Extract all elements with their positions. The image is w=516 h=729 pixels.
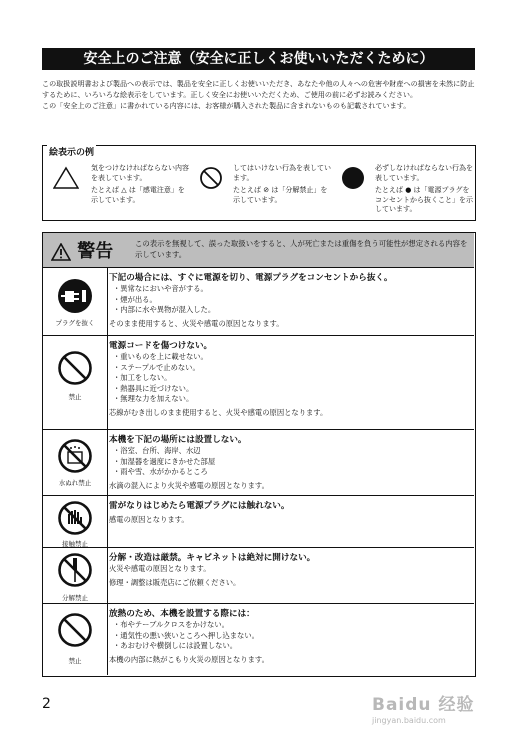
icon-column xyxy=(43,548,108,603)
section-body xyxy=(109,552,469,588)
legend-mandatory-example: たとえば ● は「電源プラグをコンセントから抜くこと」を示しています。 xyxy=(375,186,473,213)
prohibited-icon xyxy=(199,166,223,190)
watermark-brand: Baidu 经验 xyxy=(372,695,475,715)
section-heading: 下記の場合には、すぐに電源を切り、電源プラグをコンセントから抜く。 xyxy=(109,273,393,283)
warning-section-heat xyxy=(43,603,474,675)
icon-column xyxy=(43,336,108,429)
list-item: ・無理な力を加えない。 xyxy=(113,394,194,404)
warning-box xyxy=(42,232,476,677)
icon-caption: 分解禁止 xyxy=(62,594,88,602)
unplug-icon xyxy=(57,278,93,314)
list-item: ・浴室、台所、海岸、水辺 xyxy=(113,446,201,455)
section-body xyxy=(109,608,469,665)
icon-caption: 接触禁止 xyxy=(62,540,88,548)
list-item: ・ステープルで止めない。 xyxy=(113,362,200,372)
section-heading: 本機を下記の場所には設置しない。 xyxy=(109,435,247,445)
section-heading: 放熱のため、本機を設置する際には： xyxy=(109,609,255,619)
section-heading: 雷がなりはじめたら電源プラグには触れない。 xyxy=(109,501,290,511)
list-item: ・煙が出る。 xyxy=(113,294,157,304)
warning-label xyxy=(51,237,113,263)
no-disassembly-icon xyxy=(57,552,93,588)
warning-section-location xyxy=(43,429,474,495)
list-item: ・加湿器を過度にきかせた部屋 xyxy=(113,456,216,466)
warning-description: この表示を無視して、誤った取扱いをすると、人が死亡または重傷を負う可能性が想定される内容を示しています。 xyxy=(135,239,468,259)
warning-section-power-cord xyxy=(43,335,474,429)
section-body xyxy=(109,340,469,419)
section-note: 修理・調整は販売店にご依頼ください。 xyxy=(109,577,241,587)
icon-column xyxy=(43,604,108,675)
prohibited-icon xyxy=(57,612,93,648)
section-body xyxy=(109,500,469,526)
list-item: 火災や感電の原因となります。 xyxy=(109,564,211,573)
icon-column xyxy=(43,496,108,547)
warning-label-text: 警告 xyxy=(77,241,114,262)
symbol-legend xyxy=(42,145,476,221)
section-note: そのまま使用すると、火災や感電の原因となります。 xyxy=(109,318,284,328)
section-heading: 分解・改造は厳禁。キャビネットは絶対に開けない。 xyxy=(109,553,316,563)
list-item: ・内部に水や異物が混入した。 xyxy=(113,305,216,315)
warning-triangle-icon xyxy=(51,243,71,261)
list-item: ・熱器具に近づけない。 xyxy=(113,383,194,393)
intro-paragraph-1: この取扱説明書および製品への表示では、製品を安全に正しくお使いいただき、あなたや他の人々への危害や財産への損害を未然に防止するために、いろいろな絵表示をしています。正しく安全にお使いいただくため、ご使用の前に必ずお読みください。 xyxy=(42,79,475,99)
section-note: 本機の内部に熱がこもり火災の原因となります。 xyxy=(109,654,269,664)
section-note: 水滴の混入により火災や感電の原因となります。 xyxy=(109,480,269,490)
section-body xyxy=(109,272,469,329)
icon-caption: プラグを抜く xyxy=(55,319,95,327)
no-water-icon xyxy=(57,438,93,474)
list-item: ・布やテーブルクロスをかけない。 xyxy=(113,620,229,629)
icon-caption: 禁止 xyxy=(68,393,82,401)
warning-header xyxy=(43,233,474,268)
prohibited-icon xyxy=(57,350,93,386)
page-title: 安全上のご注意（安全に正しくお使いいただくために） xyxy=(42,48,475,70)
legend-prohibited-desc: してはいけない行為を表しています。 xyxy=(233,164,331,182)
icon-column xyxy=(43,268,108,335)
icon-caption: 水ぬれ禁止 xyxy=(58,479,92,487)
watermark-url: jingyan.baidu.com xyxy=(372,716,446,725)
warning-section-lightning xyxy=(43,495,474,547)
legend-title: 絵表示の例 xyxy=(47,145,96,158)
legend-caution-desc: 気をつけなければならない内容を表しています。 xyxy=(91,164,189,182)
watermark xyxy=(372,690,474,725)
section-body xyxy=(109,434,469,491)
section-note: 感電の原因となります。 xyxy=(109,515,189,524)
list-item: ・加工をしない。 xyxy=(113,373,172,383)
list-item: ・雨や雪、水がかかるところ xyxy=(113,467,208,477)
warning-triangle-icon xyxy=(53,166,79,190)
legend-mandatory-desc: 必ずしなければならない行為を表しています。 xyxy=(375,164,473,182)
no-touch-icon xyxy=(57,500,93,536)
list-item: ・通気性の悪い狭いところへ押し込まない。 xyxy=(113,630,259,640)
legend-prohibited-example: たとえば ⊘ は「分解禁止」を示しています。 xyxy=(233,186,328,204)
legend-caution-example: たとえば △ は「感電注意」を示しています。 xyxy=(91,186,185,204)
icon-column xyxy=(43,430,108,495)
list-item: ・あおむけや横倒しには設置しない。 xyxy=(113,641,238,651)
intro-paragraph-2: この「安全上のご注意」に書かれている内容には、お客様が購入された製品に含まれないものも記載されています。 xyxy=(42,101,411,110)
warning-section-disassembly xyxy=(43,547,474,603)
intro-text xyxy=(42,79,478,113)
section-note: 芯線がむき出しのまま使用すると、火災や感電の原因となります。 xyxy=(109,407,328,417)
icon-caption: 禁止 xyxy=(68,657,82,665)
warning-section-unplug xyxy=(43,267,474,335)
mandatory-dot-icon xyxy=(341,166,365,190)
list-item: ・異常なにおいや音がする。 xyxy=(113,284,208,293)
section-heading: 電源コードを傷つけない。 xyxy=(109,341,213,351)
list-item: ・重いものを上に載せない。 xyxy=(113,352,208,361)
page-number: 2 xyxy=(42,696,51,712)
